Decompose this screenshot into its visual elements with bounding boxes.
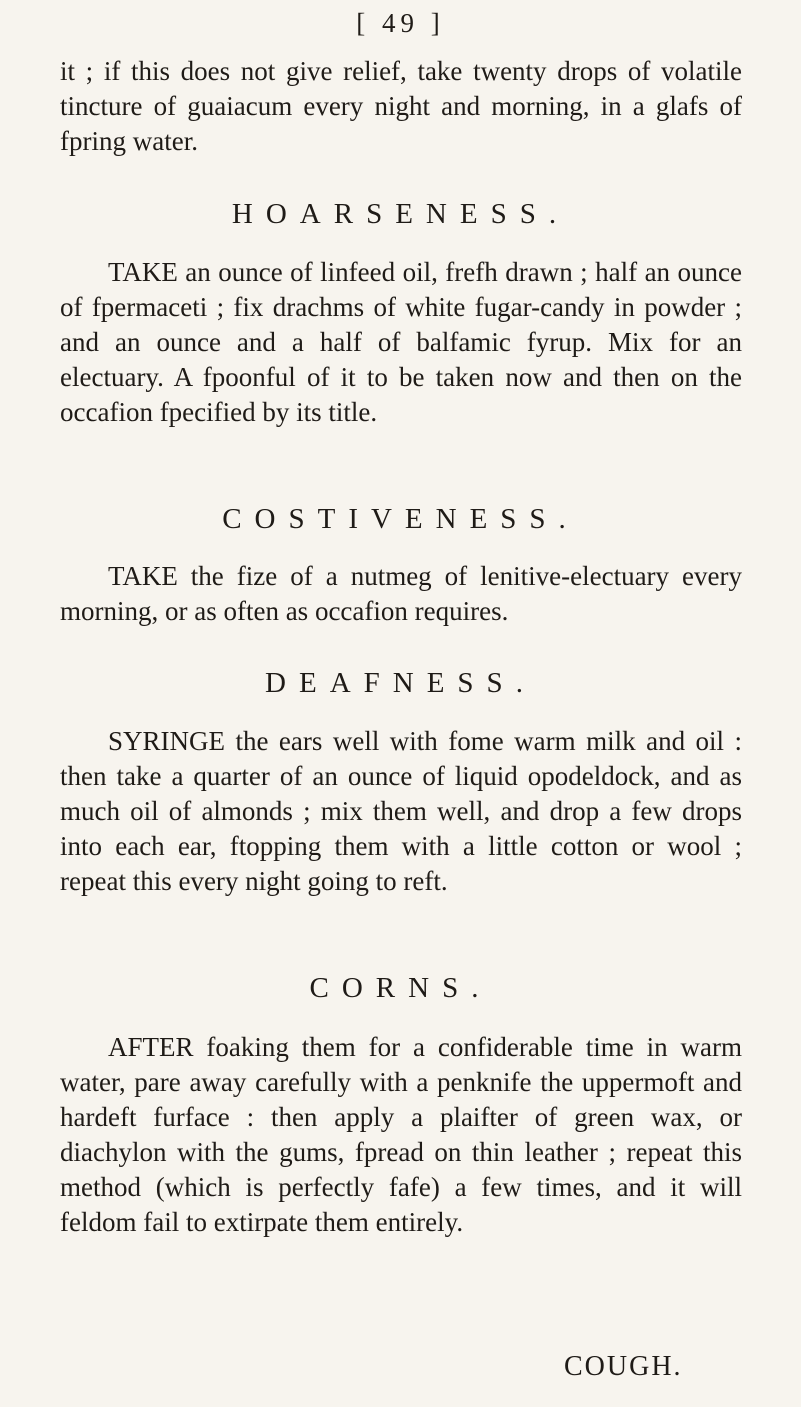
heading-costiveness: COSTIVENESS. (222, 503, 579, 535)
corns-paragraph: AFTER foaking them for a confiderable time in warm water, pare away carefully with a penknife the uppermoft and hardeft furface : then apply a plaifter of green wax, or diachylon with the gums, fpread on thin leather ; repeat this method (which is perfectly fafe) a few times, and it will feldom fail to extirpate them entirely. (60, 1032, 742, 1237)
catchword: COUGH. (564, 1351, 683, 1382)
page-number: [ 49 ] (356, 8, 445, 38)
heading-hoarseness: HOARSENESS. (231, 198, 570, 230)
hoarseness-paragraph: TAKE an ounce of linfeed oil, frefh drawn ; half an ounce of fpermaceti ; fix drachms of white fugar-candy in powder ; and an ounce and a half of balfamic fyrup. Mix for an electuary. A fpoonful of it to be taken now and then on the occafion fpecified by its title. (60, 257, 742, 427)
continuation-paragraph: it ; if this does not give relief, take twenty drops of volatile tincture of guaiacum every night and morning, in a glafs of fpring water. (60, 56, 742, 156)
heading-deafness: DEAFNESS. (265, 667, 536, 699)
heading-corns: CORNS. (309, 972, 492, 1004)
deafness-paragraph: SYRINGE the ears well with fome warm milk and oil : then take a quarter of an ounce of liquid opodeldock, and as much oil of almonds ; mix them well, and drop a few drops into each ear, ftopping them with a little cotton or wool ; repeat this every night going to reft. (60, 726, 742, 896)
costiveness-paragraph: TAKE the fize of a nutmeg of lenitive-electuary every morning, or as often as occafion requires. (60, 561, 742, 626)
